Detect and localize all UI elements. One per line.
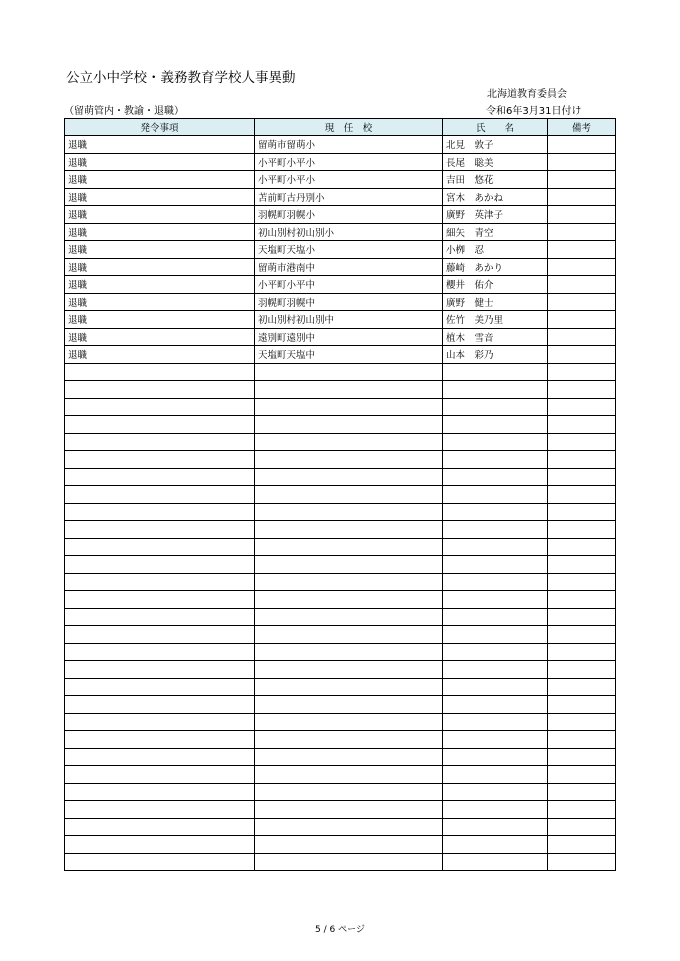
table-cell	[548, 731, 616, 749]
table-cell	[65, 503, 255, 521]
organization: 北海道教育委員会	[487, 89, 567, 100]
empty-row	[65, 381, 616, 399]
table-cell: 小平町小平小	[255, 153, 443, 171]
empty-row	[65, 731, 616, 749]
table-cell	[548, 521, 616, 539]
table-cell: 退職	[65, 153, 255, 171]
table-cell	[548, 538, 616, 556]
table-cell	[65, 486, 255, 504]
table-cell	[65, 433, 255, 451]
table-cell	[548, 643, 616, 661]
empty-row	[65, 643, 616, 661]
table-cell	[548, 486, 616, 504]
empty-row	[65, 696, 616, 714]
table-cell: 小平町小平小	[255, 171, 443, 189]
table-cell	[548, 171, 616, 189]
table-row	[65, 346, 616, 364]
table-cell: 羽幌町羽幌小	[255, 206, 443, 224]
empty-row	[65, 678, 616, 696]
table-cell	[255, 731, 443, 749]
table-cell	[255, 363, 443, 381]
table-row	[65, 328, 616, 346]
table-cell	[255, 643, 443, 661]
empty-row	[65, 433, 616, 451]
table-cell	[443, 818, 548, 836]
empty-row	[65, 836, 616, 854]
table-cell: 退職	[65, 293, 255, 311]
table-cell	[443, 538, 548, 556]
table-cell: 留萌市留萌小	[255, 136, 443, 154]
table-cell: 植木 雪音	[443, 328, 548, 346]
table-cell	[548, 398, 616, 416]
table-cell	[65, 766, 255, 784]
table-cell	[443, 416, 548, 434]
table-cell	[255, 381, 443, 399]
table-cell: 佐竹 美乃里	[443, 311, 548, 329]
personnel-table	[64, 118, 616, 871]
table-cell	[65, 538, 255, 556]
table-cell	[255, 853, 443, 871]
table-cell	[65, 626, 255, 644]
table-cell	[255, 678, 443, 696]
table-cell: 吉田 悠花	[443, 171, 548, 189]
table-cell	[548, 416, 616, 434]
table-cell: 長尾 聡美	[443, 153, 548, 171]
table-cell	[255, 766, 443, 784]
col-header: 氏 名	[443, 119, 548, 136]
empty-row	[65, 486, 616, 504]
empty-row	[65, 556, 616, 574]
table-cell	[443, 713, 548, 731]
table-cell: 退職	[65, 241, 255, 259]
table-cell	[548, 678, 616, 696]
empty-row	[65, 801, 616, 819]
table-cell	[65, 573, 255, 591]
table-cell	[548, 381, 616, 399]
table-cell	[443, 433, 548, 451]
table-cell	[443, 678, 548, 696]
table-row	[65, 171, 616, 189]
table-cell	[548, 293, 616, 311]
table-cell	[548, 696, 616, 714]
table-cell	[548, 503, 616, 521]
table-row	[65, 276, 616, 294]
table-cell: 初山別村初山別小	[255, 223, 443, 241]
table-cell	[65, 713, 255, 731]
table-cell: 退職	[65, 328, 255, 346]
table-cell	[443, 363, 548, 381]
table-cell	[548, 713, 616, 731]
table-cell: 退職	[65, 188, 255, 206]
table-cell	[443, 381, 548, 399]
table-cell	[255, 626, 443, 644]
col-header: 発令事項	[65, 119, 255, 136]
table-cell	[65, 608, 255, 626]
table-cell	[255, 608, 443, 626]
table-row	[65, 258, 616, 276]
table-cell	[548, 311, 616, 329]
col-header: 現 任 校	[255, 119, 443, 136]
table-cell	[65, 416, 255, 434]
table-cell	[65, 748, 255, 766]
empty-row	[65, 573, 616, 591]
table-cell	[548, 836, 616, 854]
empty-row	[65, 538, 616, 556]
empty-row	[65, 748, 616, 766]
table-cell: 苫前町古丹別小	[255, 188, 443, 206]
table-cell	[548, 206, 616, 224]
table-cell	[548, 328, 616, 346]
table-cell: 退職	[65, 311, 255, 329]
table-cell	[443, 643, 548, 661]
table-cell	[548, 818, 616, 836]
table-cell	[65, 836, 255, 854]
table-cell	[548, 766, 616, 784]
table-cell	[548, 783, 616, 801]
table-cell: 退職	[65, 346, 255, 364]
effective-date: 令和6年3月31日付け	[486, 106, 582, 117]
table-cell	[548, 136, 616, 154]
table-cell: 退職	[65, 258, 255, 276]
empty-row	[65, 503, 616, 521]
table-cell	[65, 661, 255, 679]
table-cell	[443, 573, 548, 591]
table-cell: 北見 敦子	[443, 136, 548, 154]
table-cell	[255, 801, 443, 819]
empty-row	[65, 398, 616, 416]
table-cell	[443, 451, 548, 469]
table-cell	[548, 346, 616, 364]
table-cell	[443, 853, 548, 871]
table-cell: 天塩町天塩小	[255, 241, 443, 259]
table-cell: 藤崎 あかり	[443, 258, 548, 276]
table-cell	[65, 591, 255, 609]
table-cell	[548, 468, 616, 486]
empty-row	[65, 766, 616, 784]
table-cell	[443, 503, 548, 521]
table-row	[65, 293, 616, 311]
table-cell	[443, 783, 548, 801]
empty-row	[65, 591, 616, 609]
table-cell	[443, 661, 548, 679]
table-cell	[548, 451, 616, 469]
empty-row	[65, 521, 616, 539]
document-title: 公立小中学校・義務教育学校人事異動	[66, 70, 296, 86]
table-cell	[65, 468, 255, 486]
table-cell	[548, 748, 616, 766]
table-cell: 小栁 忍	[443, 241, 548, 259]
table-cell: 初山別村初山別中	[255, 311, 443, 329]
table-cell	[548, 853, 616, 871]
table-row	[65, 188, 616, 206]
empty-row	[65, 416, 616, 434]
table-cell: 櫻井 佑介	[443, 276, 548, 294]
table-cell: 留萌市港南中	[255, 258, 443, 276]
table-cell	[255, 783, 443, 801]
table-cell	[548, 626, 616, 644]
empty-row	[65, 468, 616, 486]
table-cell	[255, 433, 443, 451]
table-cell	[548, 591, 616, 609]
table-cell	[548, 223, 616, 241]
table-cell: 退職	[65, 223, 255, 241]
page-number: 5 / 6 ページ	[315, 925, 365, 935]
empty-row	[65, 626, 616, 644]
table-cell	[548, 241, 616, 259]
table-cell: 退職	[65, 136, 255, 154]
table-cell	[548, 801, 616, 819]
table-cell	[255, 661, 443, 679]
table-cell	[548, 188, 616, 206]
table-row	[65, 223, 616, 241]
table-cell	[65, 731, 255, 749]
table-row	[65, 311, 616, 329]
table-cell	[255, 713, 443, 731]
table-cell	[255, 486, 443, 504]
table-cell	[443, 398, 548, 416]
table-cell	[65, 801, 255, 819]
table-cell: 宮木 あかね	[443, 188, 548, 206]
table-cell	[443, 731, 548, 749]
table-cell	[443, 766, 548, 784]
table-cell	[65, 398, 255, 416]
table-cell: 廣野 健士	[443, 293, 548, 311]
table-cell	[548, 363, 616, 381]
table-cell	[255, 521, 443, 539]
table-cell: 廣野 英津子	[443, 206, 548, 224]
table-cell	[255, 591, 443, 609]
table-cell	[255, 818, 443, 836]
empty-row	[65, 661, 616, 679]
table-cell	[65, 521, 255, 539]
table-cell	[443, 591, 548, 609]
table-cell	[65, 363, 255, 381]
empty-row	[65, 783, 616, 801]
empty-row	[65, 451, 616, 469]
table-row	[65, 206, 616, 224]
table-cell	[548, 556, 616, 574]
table-cell	[443, 468, 548, 486]
table-cell	[443, 696, 548, 714]
table-cell	[548, 153, 616, 171]
table-cell	[548, 258, 616, 276]
table-cell	[548, 276, 616, 294]
table-cell	[255, 556, 443, 574]
empty-row	[65, 608, 616, 626]
empty-row	[65, 853, 616, 871]
table-row	[65, 153, 616, 171]
table-cell	[443, 556, 548, 574]
table-cell	[255, 696, 443, 714]
table-cell	[65, 818, 255, 836]
table-cell	[548, 608, 616, 626]
subtitle: （留萌管内・教諭・退職）	[64, 106, 184, 117]
table-cell	[548, 573, 616, 591]
table-row	[65, 136, 616, 154]
table-cell	[443, 521, 548, 539]
table-cell	[65, 696, 255, 714]
table-cell	[255, 538, 443, 556]
table-cell: 退職	[65, 206, 255, 224]
table-cell	[65, 556, 255, 574]
table-cell	[443, 626, 548, 644]
empty-row	[65, 363, 616, 381]
table-cell: 天塩町天塩中	[255, 346, 443, 364]
table-cell	[65, 643, 255, 661]
table-cell: 羽幌町羽幌中	[255, 293, 443, 311]
table-cell	[443, 748, 548, 766]
table-cell	[255, 398, 443, 416]
table-cell	[443, 836, 548, 854]
table-cell	[255, 503, 443, 521]
table-cell	[255, 573, 443, 591]
table-cell	[255, 748, 443, 766]
table-cell	[65, 853, 255, 871]
table-cell	[255, 836, 443, 854]
table-row	[65, 241, 616, 259]
table-cell: 山本 彩乃	[443, 346, 548, 364]
table-cell: 退職	[65, 276, 255, 294]
col-header: 備考	[548, 119, 616, 136]
table-cell: 遠別町遠別中	[255, 328, 443, 346]
table-cell	[255, 468, 443, 486]
table-cell	[65, 381, 255, 399]
table-cell: 退職	[65, 171, 255, 189]
table-cell	[443, 608, 548, 626]
table-cell	[65, 678, 255, 696]
table-cell: 細矢 青空	[443, 223, 548, 241]
table-cell: 小平町小平中	[255, 276, 443, 294]
table-cell	[65, 451, 255, 469]
table-cell	[548, 433, 616, 451]
empty-row	[65, 713, 616, 731]
table-cell	[65, 783, 255, 801]
table-cell	[548, 661, 616, 679]
table-header	[65, 119, 616, 136]
table-cell	[255, 416, 443, 434]
empty-row	[65, 818, 616, 836]
table-cell	[443, 801, 548, 819]
table-cell	[443, 486, 548, 504]
table-cell	[255, 451, 443, 469]
